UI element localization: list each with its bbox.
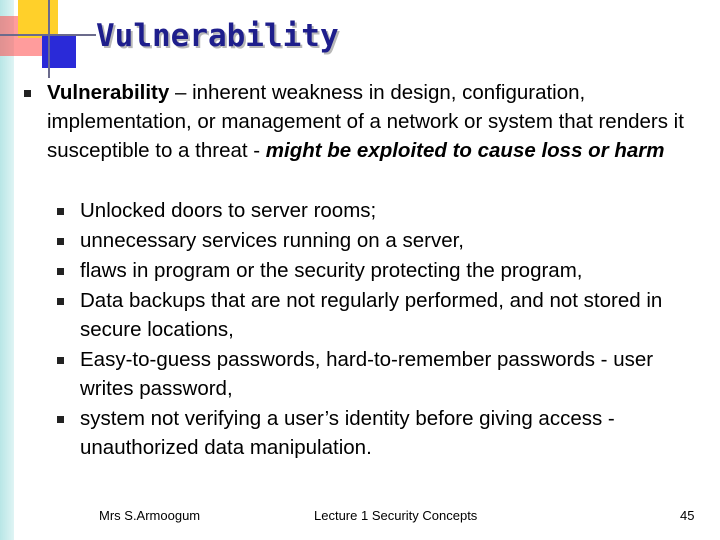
square-bullet-icon	[57, 208, 64, 215]
example-text: unnecessary services running on a server,	[80, 229, 465, 252]
footer-page-number: 45	[680, 508, 695, 523]
horizontal-line-shape	[0, 34, 96, 36]
example-text: flaws in program or the security protecting the program,	[80, 259, 583, 282]
definition-paragraph	[47, 78, 707, 165]
list-item	[80, 196, 710, 225]
yellow-square-shape	[18, 0, 58, 38]
definition-emphasis: might be exploited to cause loss or harm	[265, 139, 665, 162]
square-bullet-icon	[57, 238, 64, 245]
slide-title: Vulnerability	[96, 18, 339, 54]
square-bullet-icon	[57, 357, 64, 364]
list-item	[80, 226, 710, 255]
vertical-line-shape	[48, 0, 50, 78]
example-text: Data backups that are not regularly performed, and not stored in secure locations,	[80, 289, 663, 341]
list-item	[80, 345, 710, 403]
list-item	[80, 404, 710, 462]
example-text: system not verifying a user’s identity before giving access - unauthorized data manipulation.	[80, 407, 615, 459]
example-text: Unlocked doors to server rooms;	[80, 199, 377, 222]
footer-lecture-title: Lecture 1 Security Concepts	[314, 508, 478, 523]
square-bullet-icon	[57, 298, 64, 305]
list-item	[80, 256, 710, 285]
footer-author: Mrs S.Armoogum	[99, 508, 201, 523]
left-decorative-band	[0, 0, 14, 540]
list-item	[80, 286, 710, 344]
example-text: Easy-to-guess passwords, hard-to-remember passwords - user writes password,	[80, 348, 654, 400]
definition-term: Vulnerability	[47, 81, 170, 104]
definition-text: – inherent weakness in design, configuration, implementation, or management of a network or system that renders it susceptible to a threat -	[47, 81, 684, 162]
square-bullet-icon	[57, 416, 64, 423]
square-bullet-icon	[57, 268, 64, 275]
slide-logo-graphic	[0, 0, 100, 80]
square-bullet-icon	[24, 90, 31, 97]
examples-list	[80, 196, 710, 463]
